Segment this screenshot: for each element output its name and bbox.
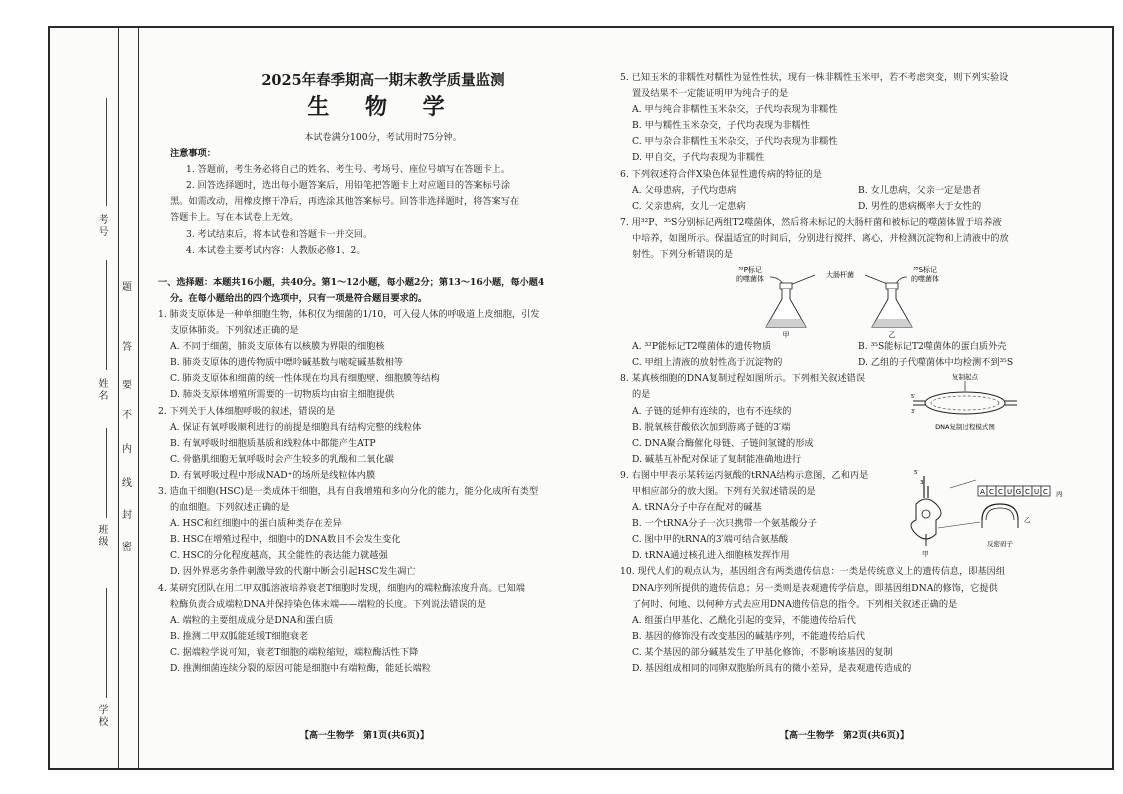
seal-char: 答 [122, 342, 132, 353]
option: D. 碱基互补配对保证了复制能准确地进行 [632, 453, 802, 465]
option: C. 甲与杂合非糯性玉米杂交，子代均表现为非糯性 [632, 136, 838, 148]
option: C. 父亲患病，女儿一定患病 [632, 200, 746, 212]
question-stem: 支原体肺炎。下列叙述正确的是 [170, 325, 299, 337]
notice-item: 黑。如需改动，用橡皮擦干净后，再选涂其他答案标号。回答非选择题时，将答案写在 [170, 196, 520, 208]
fig-label: 5′ [914, 469, 919, 476]
seal-char: 线 [122, 478, 132, 489]
option: D. 甲自交，子代均表现为非糯性 [632, 152, 765, 164]
binding-strip [50, 28, 138, 768]
notice-item: 4. 本试卷主要考试内容：人教版必修1、2。 [186, 244, 366, 256]
fig-label: 复制起点 [952, 373, 978, 382]
option: B. 脱氧核苷酸依次加到游离子链的3′端 [632, 421, 791, 433]
fig-label: ³²P标记 [738, 266, 762, 275]
codon-letter: A [980, 487, 985, 496]
option: D. 乙组的子代噬菌体中均检测不到³⁵S [858, 357, 1014, 369]
option: D. 推测细菌连续分裂的原因可能是细胞中有端粒酶，能延长端粒 [170, 663, 431, 674]
left-column [158, 70, 608, 677]
fig-label: 3′ [911, 409, 916, 416]
option: C. HSC的分化程度越高，其全能性的表达能力就越强 [170, 550, 388, 562]
notice-item: 答题卡上。写在本试卷上无效。 [170, 212, 299, 224]
option: B. 推测二甲双胍能延缓T细胞衰老 [170, 630, 309, 642]
binding-line-2 [138, 28, 139, 768]
option-row [620, 355, 1090, 371]
fig-label: 的噬菌体 [911, 275, 939, 284]
phage-flasks-diagram [620, 263, 1090, 339]
question-stem: 2. 下列关于人体细胞呼吸的叙述，错误的是 [158, 405, 336, 417]
dna-replication-diagram [910, 371, 1020, 435]
notice-item: 2. 回答选择题时，选出每小题答案后，用铅笔把答题卡上对应题目的答案标号涂 [186, 180, 511, 192]
right-column [620, 70, 1090, 677]
flask-jia [766, 283, 806, 339]
question-stem: 7. 用³²P、³⁵S分别标记两组T2噬菌体，然后将未标记的大肠杆菌和被标记的噬菌体置于培养液 [620, 216, 1002, 228]
label-xuexiao: 学校 [96, 704, 107, 728]
question-stem: 了何时、何地、以何种方式去应用DNA遗传信息的指令。下列相关叙述正确的是 [632, 598, 958, 610]
codon-letter: U [1006, 487, 1013, 496]
xingming-field[interactable] [106, 260, 117, 370]
q9-block [620, 468, 1090, 565]
question-stem: 4. 某研究团队在用二甲双胍溶液培养衰老T细胞时发现，细胞内的端粒酶浓度升高。已知端 [158, 582, 525, 594]
question-stem: 10. 现代人们的观点认为，基因组含有两类遗传信息：一类是传统意义上的遗传信息，即基因组 [620, 566, 1006, 578]
option: D. tRNA通过核孔进入细胞核发挥作用 [632, 550, 790, 562]
flask-yi [872, 283, 912, 339]
page-footer-right: 【高一生物学 第2页(共6页)】 [780, 731, 910, 741]
exam-title: 2025年春季期高一期末教学质量监测 [261, 72, 505, 89]
question-stem: DNA序列所提供的遗传信息；另一类则是表观遗传学信息，即基因组DNA的修饰，它提供 [632, 582, 998, 594]
fig-label: 大肠杆菌 [826, 271, 854, 280]
option-row [620, 199, 1090, 215]
page-footer-left: 【高一生物学 第1页(共6页)】 [300, 731, 430, 741]
question-stem: 甲相应部分的放大图。下列有关叙述错误的是 [632, 485, 816, 497]
option: A. HSC和红细胞中的蛋白质种类存在差异 [170, 518, 342, 530]
seal-char: 内 [122, 444, 132, 455]
option: B. ³⁵S能标记T2噬菌体的蛋白质外壳 [858, 341, 1007, 353]
codon-letter: U [1033, 487, 1040, 496]
binding-line-1 [118, 28, 119, 768]
trna-diagram [910, 464, 1080, 564]
notice-heading: 注意事项： [170, 148, 216, 160]
question-stem: 的是 [632, 389, 651, 401]
question-stem: 中培养，如图所示。保温适宜的时间后，分别进行搅拌、离心，并检测沉淀物和上清液中的放 [632, 232, 1009, 244]
option: A. 子链的延伸有连续的，也有不连续的 [632, 405, 792, 417]
seal-char: 不 [122, 410, 132, 421]
option: B. 有氧呼吸时细胞质基质和线粒体中都能产生ATP [170, 437, 376, 449]
label-xingming: 姓名 [96, 378, 107, 402]
option: C. 甲组上清液的放射性高于沉淀物的 [632, 357, 783, 369]
fig-label: 甲 [782, 331, 790, 340]
section-heading: 分。在每小题给出的四个选项中，只有一项是符合题目要求的。 [170, 292, 428, 304]
question-stem: 9. 右图中甲表示某转运丙氨酸的tRNA结构示意图，乙和丙是 [620, 469, 869, 481]
question-stem: 8. 某真核细胞的DNA复制过程如图所示。下列相关叙述错误 [620, 373, 866, 385]
phage-figure [620, 263, 1090, 339]
option: A. 组蛋白甲基化、乙酰化引起的变异，不能遗传给后代 [632, 614, 856, 626]
question-stem: 6. 下列叙述符合伴X染色体显性遗传病的特征的是 [620, 168, 822, 180]
q8-block [620, 371, 1090, 468]
option: B. HSC在增殖过程中，细胞中的DNA数目不会发生变化 [170, 534, 401, 546]
fig-label: 反密码子 [987, 539, 1013, 548]
section-heading: 一、选择题：本题共16小题，共40分。第1～12小题，每小题2分；第13～16小题，每小题4 [158, 276, 545, 288]
fig-label: 5′ [911, 394, 916, 401]
option: A. ³²P能标记T2噬菌体的遗传物质 [632, 341, 772, 353]
option: D. 因外界恶劣条件刺激导致的代谢中断会引起HSC发生凋亡 [170, 566, 416, 578]
option: B. 一个tRNA分子一次只携带一个氨基酸分子 [632, 518, 817, 530]
option: D. 基因组成相同的同卵双胞胎所具有的微小差异，是表观遗传造成的 [632, 663, 912, 674]
option: B. 肺炎支原体的遗传物质中嘌呤碱基数与嘧啶碱基数相等 [170, 357, 404, 369]
codon-box-row [978, 486, 1050, 496]
codon-letter: C [998, 487, 1003, 496]
question-stem: 的血细胞。下列叙述正确的是 [170, 502, 290, 514]
codon-letter: C [989, 487, 994, 496]
option: A. 甲与纯合非糯性玉米杂交，子代均表现为非糯性 [632, 104, 838, 116]
notice-item: 1. 答题前，考生务必将自己的姓名、考生号、考场号、座位号填写在答题卡上。 [186, 164, 511, 176]
seal-char: 题 [122, 282, 132, 293]
question-stem: 射性。下列分析错误的是 [632, 249, 734, 261]
fig-label: ³⁵S标记 [912, 266, 938, 275]
option: A. 端粒的主要组成成分是DNA和蛋白质 [170, 614, 334, 626]
exam-info: 本试卷满分100分，考试用时75分钟。 [304, 132, 462, 143]
seal-char: 密 [122, 542, 132, 553]
option: A. tRNA分子中存在配对的碱基 [632, 502, 762, 514]
fig-label: 的噬菌体 [736, 275, 764, 284]
codon-letter: G [1015, 487, 1022, 496]
xuexiao-field[interactable] [106, 588, 117, 698]
option: B. 基因的修饰没有改变基因的碱基序列，不能遗传给后代 [632, 630, 866, 642]
subject-title: 生 物 学 [307, 94, 459, 120]
label-banji: 班级 [96, 524, 107, 548]
fig-label: 丙 [1056, 489, 1063, 498]
notice-item: 3. 考试结束后，将本试卷和答题卡一并交回。 [186, 228, 373, 240]
fig-label: 甲 [922, 549, 929, 558]
option: C. 某个基因的部分碱基发生了甲基化修饰，不影响该基因的复制 [632, 646, 893, 658]
option: C. DNA聚合酶催化母链、子链间氢键的形成 [632, 437, 814, 449]
option: A. 父母患病，子代均患病 [632, 184, 737, 196]
option: C. 骨骼肌细胞无氧呼吸时会产生较多的乳酸和二氧化碳 [170, 453, 394, 465]
option: D. 肺炎支原体增殖所需要的一切物质均由宿主细胞提供 [170, 389, 395, 401]
option: A. 保证有氧呼吸顺利进行的前提是细胞具有结构完整的线粒体 [170, 421, 422, 433]
question-stem: 置及结果不一定能证明甲为纯合子的是 [632, 88, 789, 100]
option: C. 据端粒学说可知，衰老T细胞的端粒缩短，端粒酶活性下降 [170, 646, 419, 658]
fig-caption: DNA复制过程模式图 [935, 423, 995, 432]
question-stem: 1. 肺炎支原体是一种单细胞生物，体积仅为细菌的1/10，可入侵人体的呼吸道上皮细胞，引发 [158, 308, 540, 320]
fig-label: 乙 [888, 331, 896, 340]
codon-letter: C [1025, 487, 1030, 496]
question-stem: 3. 造血干细胞(HSC)是一类成体干细胞，具有自我增殖和多向分化的能力，能分化成所有类型 [158, 485, 539, 497]
banji-field[interactable] [106, 428, 117, 518]
fig-label: 乙 [1024, 515, 1031, 524]
label-kaohao: 考号 [96, 214, 107, 238]
option-row [620, 339, 1090, 355]
kaohao-field[interactable] [106, 98, 117, 206]
fig-label: 3′ [920, 479, 925, 486]
option: D. 有氧呼吸过程中形成NAD⁺的场所是线粒体内膜 [170, 469, 376, 481]
seal-char: 要 [122, 380, 132, 391]
codon-letter: C [1043, 487, 1048, 496]
question-stem: 5. 已知玉米的非糯性对糯性为显性性状，现有一株非糯性玉米甲，若不考虑突变，则下列实验设 [620, 72, 1009, 83]
option: B. 甲与糯性玉米杂交，子代均表现为非糯性 [632, 120, 810, 132]
seal-char: 封 [122, 510, 132, 521]
option: C. 肺炎支原体和细菌的统一性体现在均具有细胞壁、细胞膜等结构 [170, 373, 440, 385]
question-stem: 粒酶负责合成端粒DNA并保持染色体末端——端粒的长度。下列说法错误的是 [170, 598, 487, 610]
option: A. 不同于细菌，肺炎支原体有以核膜为界限的细胞核 [170, 341, 385, 353]
option: B. 女儿患病，父亲一定是患者 [858, 184, 981, 196]
option: C. 图中甲的tRNA的3′端可结合氨基酸 [632, 534, 789, 546]
option-row [620, 183, 1090, 199]
option: D. 男性的患病概率大于女性的 [858, 200, 982, 212]
